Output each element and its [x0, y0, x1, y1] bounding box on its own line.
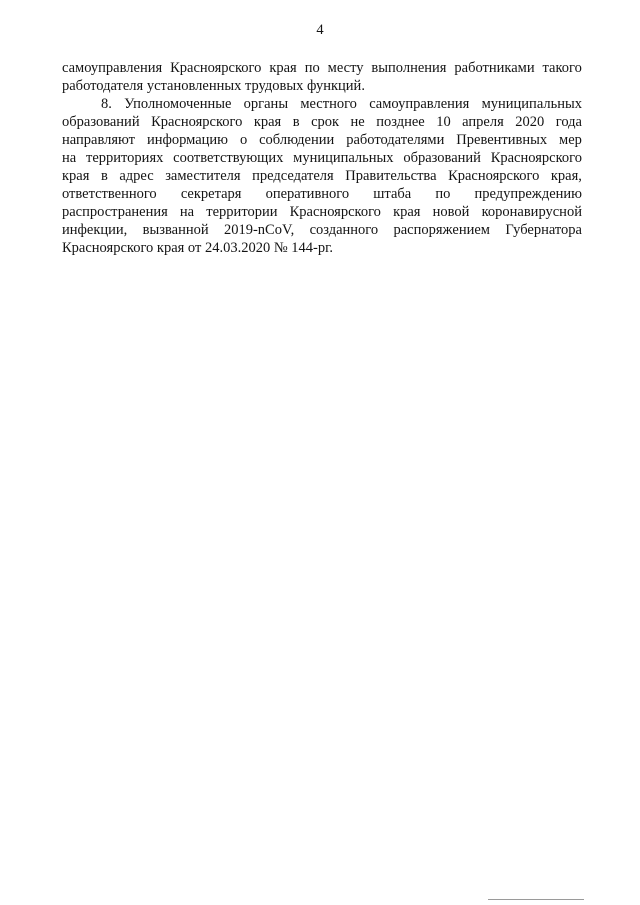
word: края: [253, 114, 282, 130]
word: срок: [311, 114, 340, 130]
word: 2019-nCoV,: [223, 222, 295, 238]
text-line: Красноярского края от 24.03.2020 № 144-рг.: [62, 240, 334, 256]
word: коронавирусной: [481, 204, 582, 220]
word: созданного: [309, 222, 379, 238]
word: месту: [327, 60, 364, 76]
text-line: [62, 203, 582, 221]
word: Красноярского: [448, 168, 540, 184]
word: на: [179, 204, 195, 220]
word: Красноярского: [490, 150, 582, 166]
word: самоуправления: [369, 96, 470, 112]
word: образований: [62, 114, 140, 130]
word: Красноярского: [170, 60, 262, 76]
word: Красноярского: [151, 114, 243, 130]
word: адрес: [119, 168, 154, 184]
word: апреля: [462, 114, 504, 130]
word: Губернатора: [505, 222, 582, 238]
text-line: [62, 167, 582, 185]
word: не: [350, 114, 365, 130]
word: в: [292, 114, 300, 130]
word: местного: [300, 96, 357, 112]
word: инфекции,: [62, 222, 128, 238]
word: 2020: [515, 114, 545, 130]
word: 10: [436, 114, 451, 130]
word: территории: [206, 204, 278, 220]
word: территориях: [86, 150, 164, 166]
word: края: [393, 204, 421, 220]
word: соответствующих: [173, 150, 284, 166]
text-line: [62, 221, 582, 239]
word: новой: [432, 204, 470, 220]
word: образований: [403, 150, 481, 166]
word: края: [62, 168, 90, 184]
word: по: [435, 186, 451, 202]
word: штаба: [373, 186, 412, 202]
word: муниципальных: [481, 96, 582, 112]
word: края: [269, 60, 297, 76]
word: такого: [542, 60, 582, 76]
paragraph-8: [62, 95, 582, 257]
word: позднее: [376, 114, 425, 130]
word: по: [304, 60, 320, 76]
word: соблюдении: [259, 132, 335, 148]
word: работодателями: [346, 132, 445, 148]
word: распространения: [62, 204, 168, 220]
page-number: 4: [316, 22, 324, 38]
word: Превентивных: [456, 132, 548, 148]
word: в: [100, 168, 108, 184]
word: на: [62, 150, 77, 166]
word: предупреждению: [474, 186, 582, 202]
word: председателя: [252, 168, 334, 184]
word: вызванной: [142, 222, 209, 238]
word: края,: [550, 168, 582, 184]
paragraph-continuation: [62, 59, 582, 95]
text-line: [62, 185, 582, 203]
word: 8.: [101, 96, 112, 112]
word: секретаря: [180, 186, 242, 202]
word: мер: [559, 132, 582, 148]
word: оперативного: [265, 186, 350, 202]
scan-artifact-line: [488, 899, 584, 900]
text-line: [62, 131, 582, 149]
text-line: [62, 59, 582, 77]
word: самоуправления: [62, 60, 163, 76]
word: Правительства: [345, 168, 437, 184]
word: Уполномоченные: [124, 96, 232, 112]
word: заместителя: [165, 168, 241, 184]
document-body: [62, 59, 582, 257]
word: о: [239, 132, 248, 148]
word: ответственного: [62, 186, 157, 202]
word: Красноярского: [289, 204, 381, 220]
word: работниками: [454, 60, 535, 76]
word: органы: [243, 96, 289, 112]
text-line: [62, 149, 582, 167]
word: распоряжением: [393, 222, 490, 238]
text-line: работодателя установленных трудовых функций.: [62, 78, 365, 94]
word: выполнения: [371, 60, 447, 76]
word: информацию: [146, 132, 228, 148]
word: направляют: [62, 132, 135, 148]
text-line: [62, 113, 582, 131]
word: года: [555, 114, 582, 130]
text-line: [62, 95, 582, 113]
word: муниципальных: [293, 150, 394, 166]
